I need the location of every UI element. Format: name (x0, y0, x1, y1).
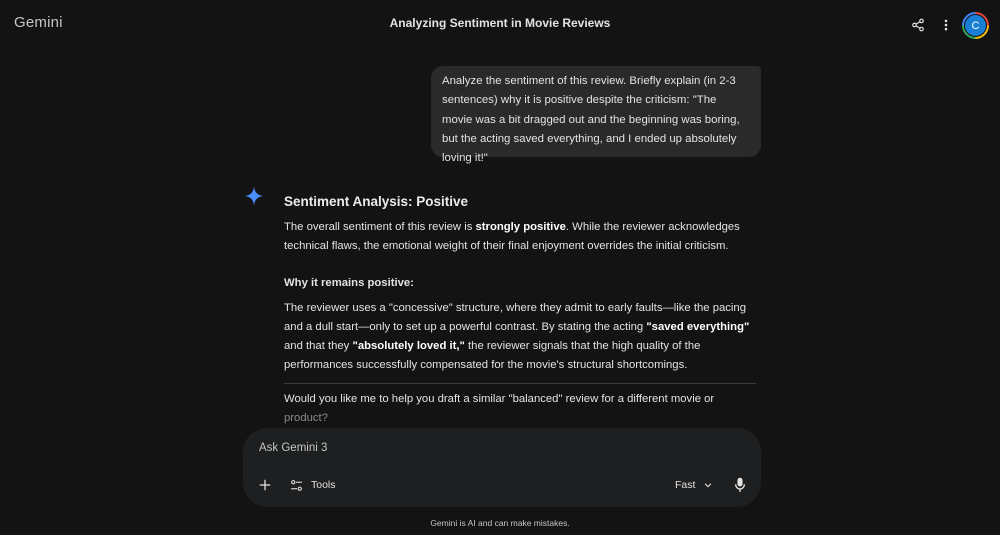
p2-bold-1: "saved everything" (646, 321, 750, 333)
prompt-input[interactable]: Ask Gemini 3 (259, 442, 328, 454)
more-vert-icon[interactable] (937, 16, 955, 34)
microphone-icon[interactable] (733, 476, 747, 494)
p2-text-b: and that they (284, 340, 353, 352)
followup-text: Would you like me to help you draft a similar "balanced" review for a different movie or (284, 393, 715, 405)
p2-text-a: The reviewer uses a "concessive" structure, where they admit to early faults—like the pacing and a dull start—only to set up a powerful contrast. By stating the acting (284, 302, 746, 333)
conversation-title: Analyzing Sentiment in Movie Reviews (389, 16, 611, 30)
avatar-initial: C (964, 14, 987, 37)
brand-logo[interactable]: Gemini (14, 14, 63, 31)
response-title: Sentiment Analysis: Positive (284, 194, 469, 209)
tools-button[interactable] (290, 477, 336, 493)
model-response (284, 192, 764, 375)
user-message-bubble: Analyze the sentiment of this review. Briefly explain (in 2-3 sentences) why it is positive despite the criticism: "The movie was a bit dragged out and the beginning was boring, but the acting saved everything, and I ended up absolutely loving it!" (431, 66, 761, 157)
p2-text-c: the reviewer signals that the high quality of the performances successfully compensated for the movie's structural shortcomings. (284, 340, 701, 371)
share-icon[interactable] (909, 16, 927, 34)
gemini-spark-icon (244, 186, 264, 206)
mode-label: Fast (675, 479, 696, 491)
account-avatar[interactable] (962, 12, 989, 39)
response-paragraph-2 (284, 299, 764, 375)
p1-text-b: . While the reviewer acknowledges technical flaws, the emotional weight of their final enjoyment overrides the initial criticism. (284, 221, 740, 252)
chevron-down-icon (703, 480, 713, 490)
p1-bold: strongly positive (475, 221, 566, 233)
p2-bold-2: "absolutely loved it," (352, 340, 465, 352)
response-subheading: Why it remains positive: (284, 277, 414, 289)
disclaimer: Gemini is AI and can make mistakes. (430, 518, 570, 528)
top-bar (0, 0, 1000, 50)
p1-text-a: The overall sentiment of this review is (284, 221, 476, 233)
tools-icon (290, 479, 303, 492)
followup-question (284, 390, 754, 428)
response-divider (284, 383, 756, 384)
response-paragraph-1 (284, 218, 764, 256)
tools-label: Tools (311, 479, 336, 491)
prompt-composer (243, 428, 761, 507)
mode-selector[interactable] (675, 477, 713, 493)
followup-text-faded: product? (284, 412, 328, 424)
add-icon[interactable] (257, 477, 273, 493)
